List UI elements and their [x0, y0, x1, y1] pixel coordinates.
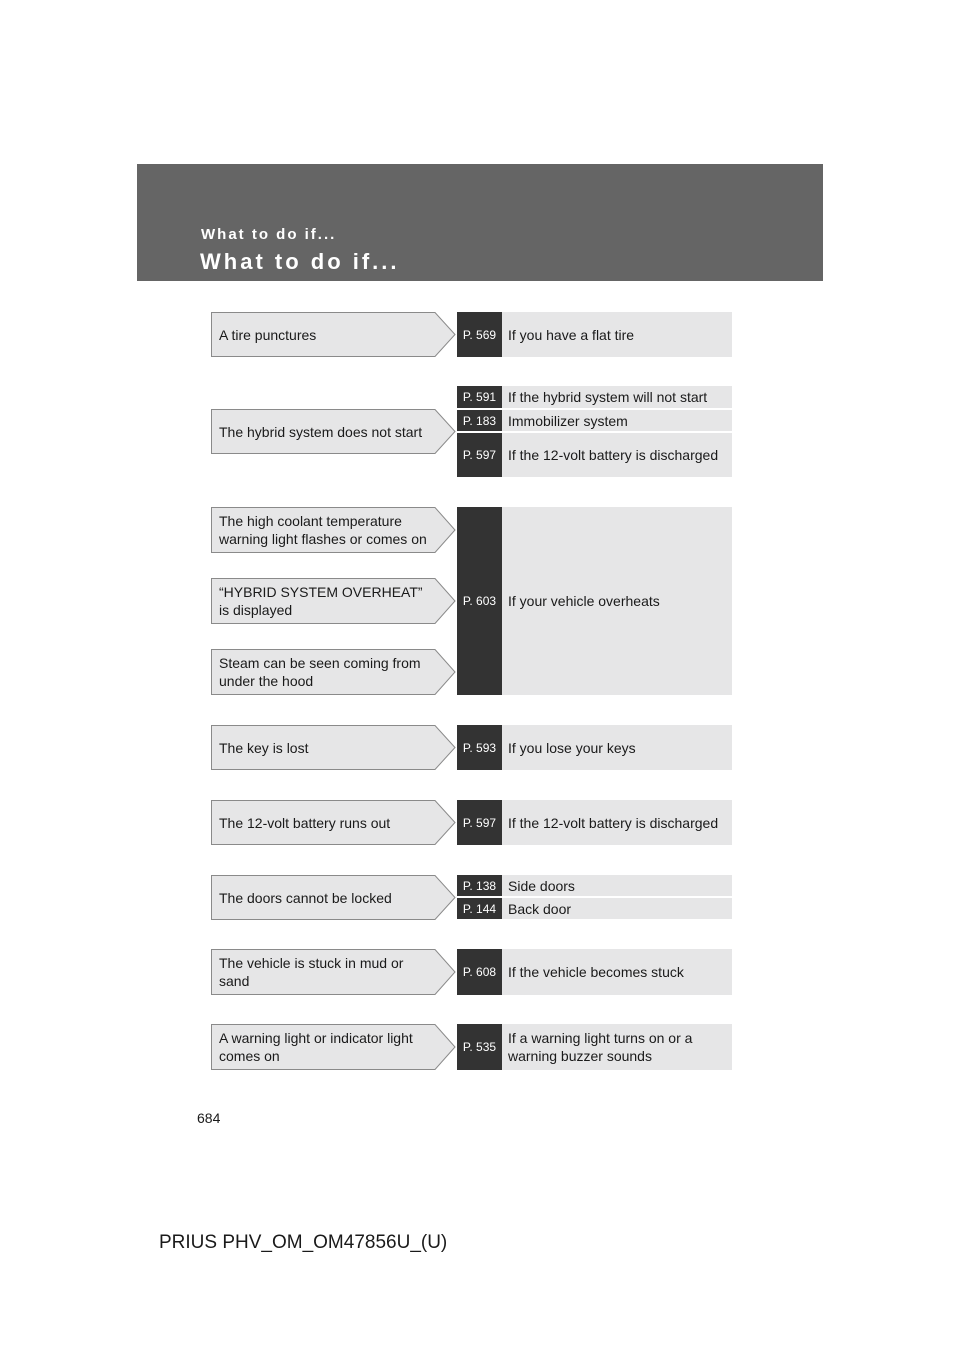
page-ref-badge: P. 608: [457, 949, 502, 995]
ref-label: If you have a flat tire: [508, 326, 635, 343]
page-ref-badge: P. 603: [457, 507, 502, 695]
symptom-key-lost: [211, 725, 456, 770]
page-number: 684: [197, 1110, 221, 1126]
symptom-coolant-light: [211, 507, 456, 553]
ref-back-door[interactable]: [457, 898, 732, 919]
symptom-doors-not-locked: [211, 875, 456, 920]
symptom-battery-out: [211, 800, 456, 845]
symptom-stuck-mud: [211, 949, 456, 995]
symptom-label: The vehicle is stuck in mud or sand: [219, 955, 404, 989]
ref-label: If the 12-volt battery is discharged: [508, 814, 719, 831]
symptom-label: Steam can be seen coming from under the hood: [219, 655, 421, 689]
ref-label: If the hybrid system will not start: [508, 389, 708, 405]
header-subtitle: What to do if...: [201, 226, 337, 243]
ref-label: If a warning light turns on or a warning buzzer sounds: [508, 1030, 693, 1064]
ref-side-doors[interactable]: [457, 875, 732, 896]
document-footer: PRIUS PHV_OM_OM47856U_(U): [159, 1232, 448, 1253]
page-title: What to do if...: [200, 249, 400, 274]
ref-battery-discharged[interactable]: [457, 433, 732, 477]
ref-flat-tire[interactable]: [457, 312, 732, 357]
symptom-steam-hood: [211, 649, 456, 695]
ref-label: If your vehicle overheats: [508, 593, 660, 609]
page-ref-badge: P. 591: [457, 386, 502, 408]
ref-label: Back door: [508, 900, 572, 917]
symptom-label: The 12-volt battery runs out: [219, 814, 391, 831]
ref-label: If the vehicle becomes stuck: [508, 964, 684, 980]
section-header: [137, 164, 823, 281]
ref-hybrid-no-start[interactable]: [457, 386, 732, 408]
page-ref-badge: P. 597: [457, 433, 502, 477]
ref-label: If the 12-volt battery is discharged: [508, 447, 719, 463]
ref-battery-discharged-2[interactable]: [457, 800, 732, 845]
symptom-label: The doors cannot be locked: [219, 889, 392, 906]
ref-lose-keys[interactable]: [457, 725, 732, 770]
symptom-label: The hybrid system does not start: [219, 423, 423, 440]
symptom-label: “HYBRID SYSTEM OVERHEAT” is displayed: [219, 584, 423, 618]
ref-warning-light[interactable]: [457, 1024, 732, 1070]
symptom-label: A warning light or indicator light comes on: [219, 1030, 413, 1064]
ref-vehicle-stuck[interactable]: [457, 949, 732, 995]
symptom-hybrid-overheat: [211, 578, 456, 624]
ref-label: If you lose your keys: [508, 739, 636, 756]
symptom-label: A tire punctures: [219, 326, 317, 343]
symptom-label: The high coolant temperature warning light flashes or comes on: [219, 513, 427, 547]
ref-label: Immobilizer system: [508, 412, 628, 429]
ref-overheats[interactable]: [457, 507, 732, 695]
ref-label: Side doors: [508, 877, 575, 894]
symptom-warning-light: [211, 1024, 456, 1070]
page-ref-badge: P. 593: [457, 725, 502, 770]
ref-immobilizer[interactable]: [457, 410, 732, 431]
symptom-label: The key is lost: [219, 739, 309, 756]
page-ref-badge: P. 183: [457, 410, 502, 431]
page-ref-badge: P. 535: [457, 1024, 502, 1070]
page-ref-badge: P. 138: [457, 875, 502, 896]
page-ref-badge: P. 144: [457, 898, 502, 919]
page-ref-badge: P. 569: [457, 312, 502, 357]
symptom-tire-punctures: [211, 312, 456, 357]
symptom-hybrid-no-start: [211, 409, 456, 454]
page-ref-badge: P. 597: [457, 800, 502, 845]
